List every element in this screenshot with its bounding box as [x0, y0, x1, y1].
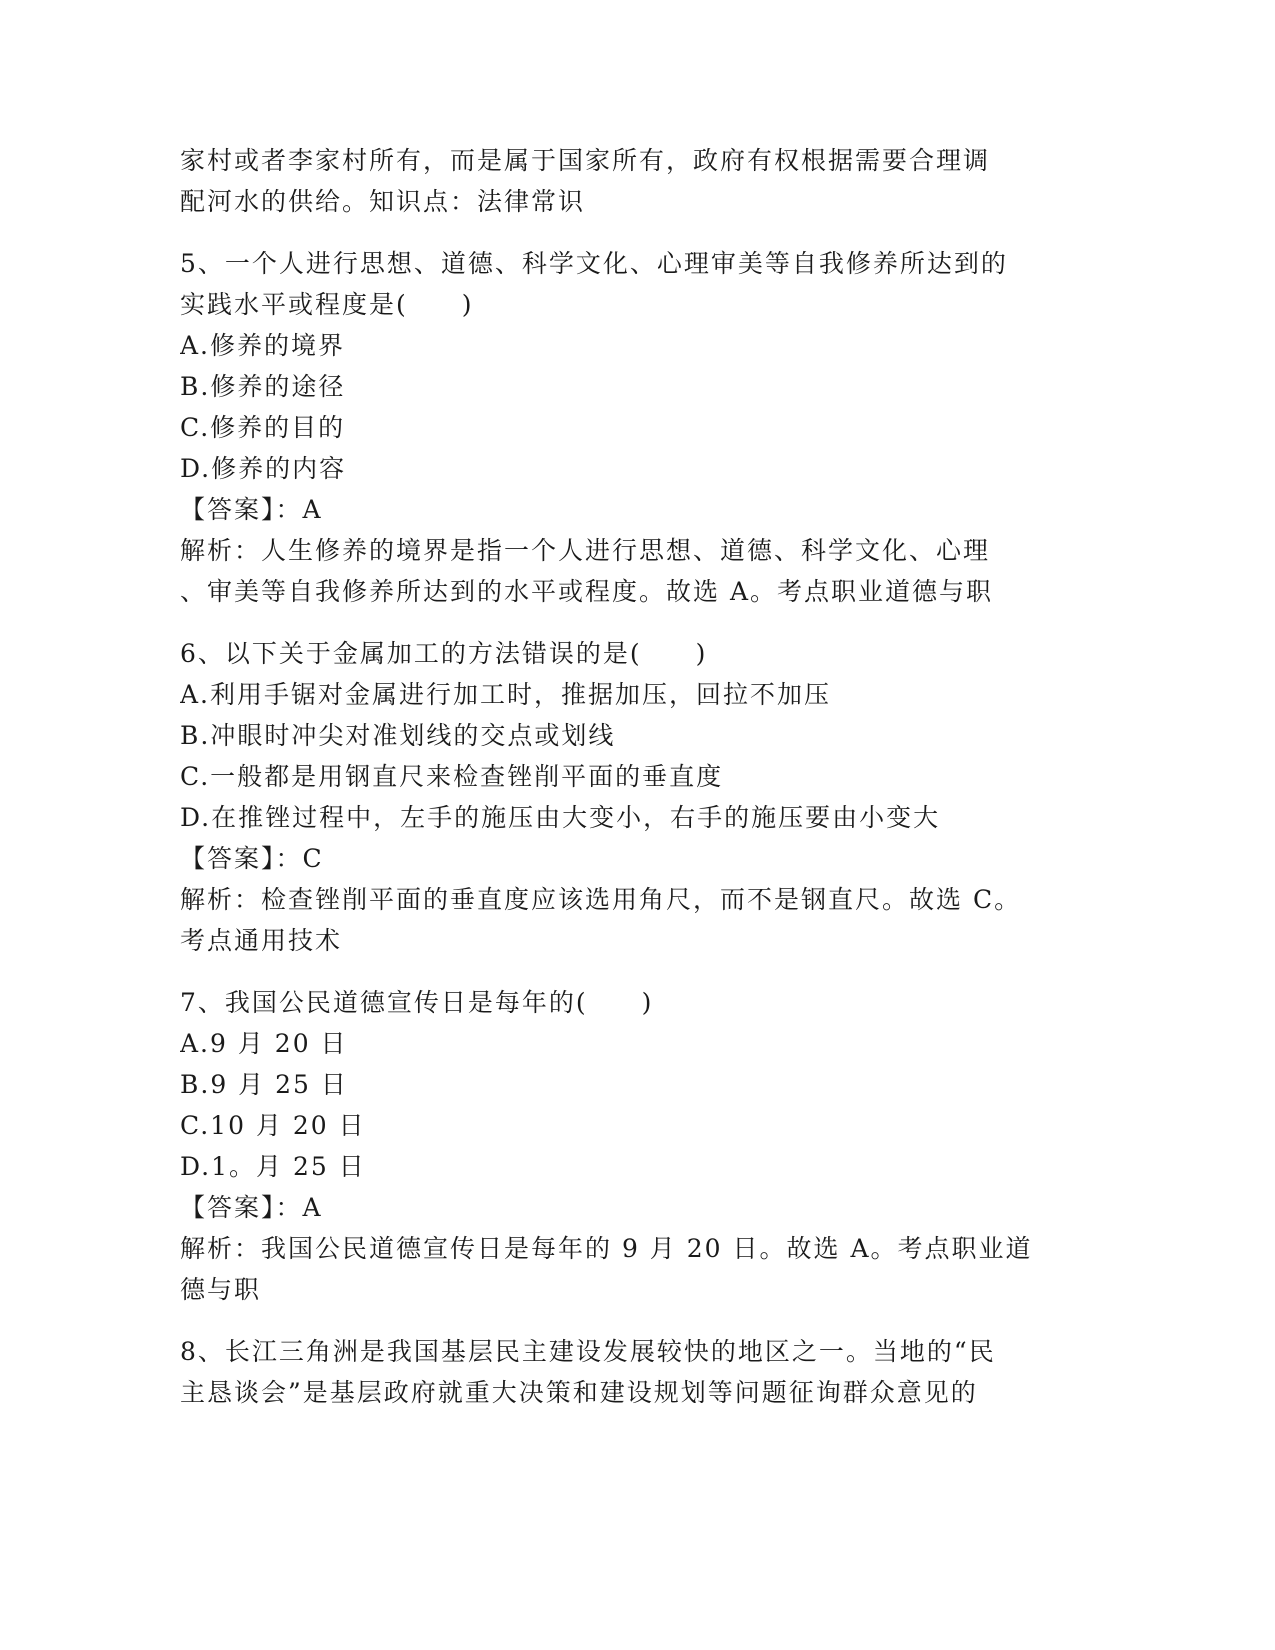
analysis-line: 、审美等自我修养所达到的水平或程度。故选 A。考点职业道德与职 [180, 577, 994, 606]
intro-continuation [180, 140, 1060, 222]
option-d: D.在推锉过程中，左手的施压由大变小，右手的施压要由小变大 [180, 803, 941, 832]
text-line: 配河水的供给。知识点：法律常识 [180, 187, 586, 216]
question-stem: 主恳谈会”是基层政府就重大决策和建设规划等问题征询群众意见的 [180, 1378, 978, 1407]
option-a: A.利用手锯对金属进行加工时，推据加压，回拉不加压 [180, 680, 832, 709]
paragraph-gap [180, 1310, 1060, 1331]
question-8 [180, 1331, 1060, 1413]
option-b: B.9 月 25 日 [180, 1070, 348, 1099]
analysis-line: 德与职 [180, 1275, 262, 1304]
question-5 [180, 243, 1060, 612]
option-c: C.一般都是用钢直尺来检查锉削平面的垂直度 [180, 762, 724, 791]
question-7 [180, 982, 1060, 1310]
option-d: D.修养的内容 [180, 454, 347, 483]
paragraph-gap [180, 612, 1060, 633]
text-line: 家村或者李家村所有，而是属于国家所有，政府有权根据需要合理调 [180, 146, 991, 175]
question-stem: 7、我国公民道德宣传日是每年的( ) [180, 988, 654, 1017]
question-stem: 5、一个人进行思想、道德、科学文化、心理审美等自我修养所达到的 [180, 249, 1008, 278]
option-c: C.10 月 20 日 [180, 1111, 366, 1140]
option-c: C.修养的目的 [180, 413, 346, 442]
question-stem: 6、以下关于金属加工的方法错误的是( ) [180, 639, 708, 668]
analysis-line: 解析：人生修养的境界是指一个人进行思想、道德、科学文化、心理 [180, 536, 991, 565]
option-b: B.冲眼时冲尖对准划线的交点或划线 [180, 721, 616, 750]
paragraph-gap [180, 961, 1060, 982]
document-page [180, 140, 1060, 1413]
option-a: A.9 月 20 日 [180, 1029, 348, 1058]
analysis-line: 考点通用技术 [180, 926, 343, 955]
answer-line: 【答案】：A [180, 1193, 323, 1222]
question-stem: 8、长江三角洲是我国基层民主建设发展较快的地区之一。当地的“民 [180, 1337, 996, 1366]
option-b: B.修养的途径 [180, 372, 346, 401]
analysis-line: 解析：我国公民道德宣传日是每年的 9 月 20 日。故选 A。考点职业道 [180, 1234, 1033, 1263]
analysis-line: 解析：检查锉削平面的垂直度应该选用角尺，而不是钢直尺。故选 C。 [180, 885, 1022, 914]
option-d: D.1。月 25 日 [180, 1152, 366, 1181]
answer-line: 【答案】：A [180, 495, 323, 524]
question-stem: 实践水平或程度是( ) [180, 290, 474, 319]
answer-line: 【答案】：C [180, 844, 324, 873]
option-a: A.修养的境界 [180, 331, 346, 360]
question-6 [180, 633, 1060, 961]
paragraph-gap [180, 222, 1060, 243]
